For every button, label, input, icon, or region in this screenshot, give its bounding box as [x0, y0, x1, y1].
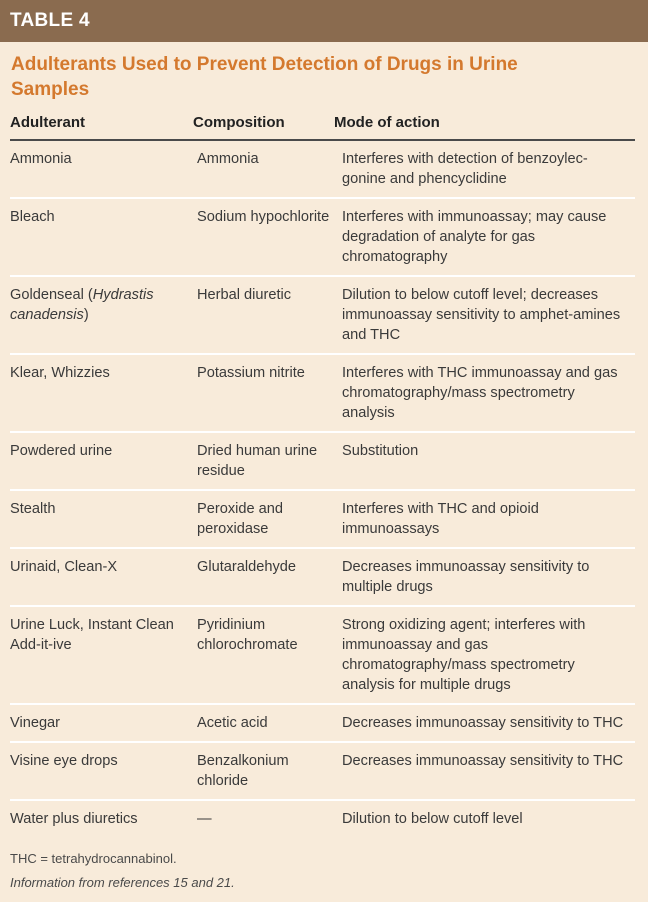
adulterant-text-end: ): [83, 307, 89, 323]
adulterant-cell: Powdered urine: [10, 443, 113, 459]
adulterant-cell: [10, 285, 197, 345]
mode-cell: Dilution to below cutoff level; decreases immunoassay sensitivity to amphet-amines and THC: [342, 287, 621, 343]
composition-cell: Benzalkonium chloride: [197, 753, 289, 789]
composition-cell: —: [197, 811, 212, 827]
table-row: [10, 141, 635, 199]
column-header-row: [10, 114, 635, 141]
adulterant-cell: Visine eye drops: [10, 753, 118, 769]
mode-cell: Interferes with THC and opioid immunoassays: [342, 501, 539, 537]
table-title: Adulterants Used to Prevent Detection of Drugs in Urine Samples: [11, 54, 518, 100]
adulterant-cell: Klear, Whizzies: [10, 365, 110, 381]
mode-cell: Decreases immunoassay sensitivity to THC: [342, 753, 624, 769]
abbreviation-footnote: THC = tetrahydrocannabinol.: [10, 851, 177, 866]
table-row: [10, 705, 635, 743]
adulterant-cell: Ammonia: [10, 151, 72, 167]
table-row: [10, 491, 635, 549]
column-header-mode: Mode of action: [334, 114, 440, 131]
composition-cell: Dried human urine residue: [197, 443, 318, 479]
mode-cell: Interferes with immunoassay; may cause degradation of analyte for gas chromatography: [342, 209, 607, 265]
mode-cell: Interferes with THC immunoassay and gas chromatography/mass spectrometry analysis: [342, 365, 618, 421]
adulterant-cell: Water plus diuretics: [10, 811, 138, 827]
column-header-composition: Composition: [193, 114, 285, 131]
table-row: [10, 743, 635, 801]
mode-cell: Interferes with detection of benzoylec-gonine and phencyclidine: [342, 151, 588, 187]
mode-cell: Decreases immunoassay sensitivity to multiple drugs: [342, 559, 590, 595]
table-row: [10, 277, 635, 355]
composition-cell: Glutaraldehyde: [197, 559, 296, 575]
mode-cell: Substitution: [342, 443, 419, 459]
composition-cell: Sodium hypochlorite: [197, 209, 330, 225]
table-row: [10, 549, 635, 607]
composition-cell: Ammonia: [197, 151, 259, 167]
table-row: [10, 199, 635, 277]
adulterant-cell: Urinaid, Clean-X: [10, 559, 118, 575]
adulterant-scientific-name: Hydrastis canadensis: [10, 287, 154, 323]
adulterant-cell: Urine Luck, Instant Clean Add-it-ive: [10, 617, 174, 653]
mode-cell: Strong oxidizing agent; interferes with immunoassay and gas chromatography/mass spectrometry analysis for multiple drugs: [342, 617, 586, 693]
composition-cell: Potassium nitrite: [197, 365, 305, 381]
mode-cell: Dilution to below cutoff level: [342, 811, 523, 827]
adulterant-cell: Stealth: [10, 501, 56, 517]
table-label: TABLE 4: [10, 10, 90, 31]
table-label-bar: [0, 0, 648, 42]
table-row: [10, 433, 635, 491]
table-body: [10, 141, 635, 837]
source-note: Information from references 15 and 21.: [10, 875, 235, 890]
composition-cell: Pyridinium chlorochromate: [197, 617, 298, 653]
adulterant-text: Goldenseal (: [10, 287, 93, 303]
table-row: [10, 355, 635, 433]
composition-cell: Herbal diuretic: [197, 287, 292, 303]
composition-cell: Peroxide and peroxidase: [197, 501, 284, 537]
table-row: [10, 801, 635, 837]
table-row: [10, 607, 635, 705]
adulterant-cell: Bleach: [10, 209, 55, 225]
mode-cell: Decreases immunoassay sensitivity to THC: [342, 715, 624, 731]
column-header-adulterant: Adulterant: [10, 114, 85, 131]
adulterant-cell: Vinegar: [10, 715, 61, 731]
composition-cell: Acetic acid: [197, 715, 268, 731]
